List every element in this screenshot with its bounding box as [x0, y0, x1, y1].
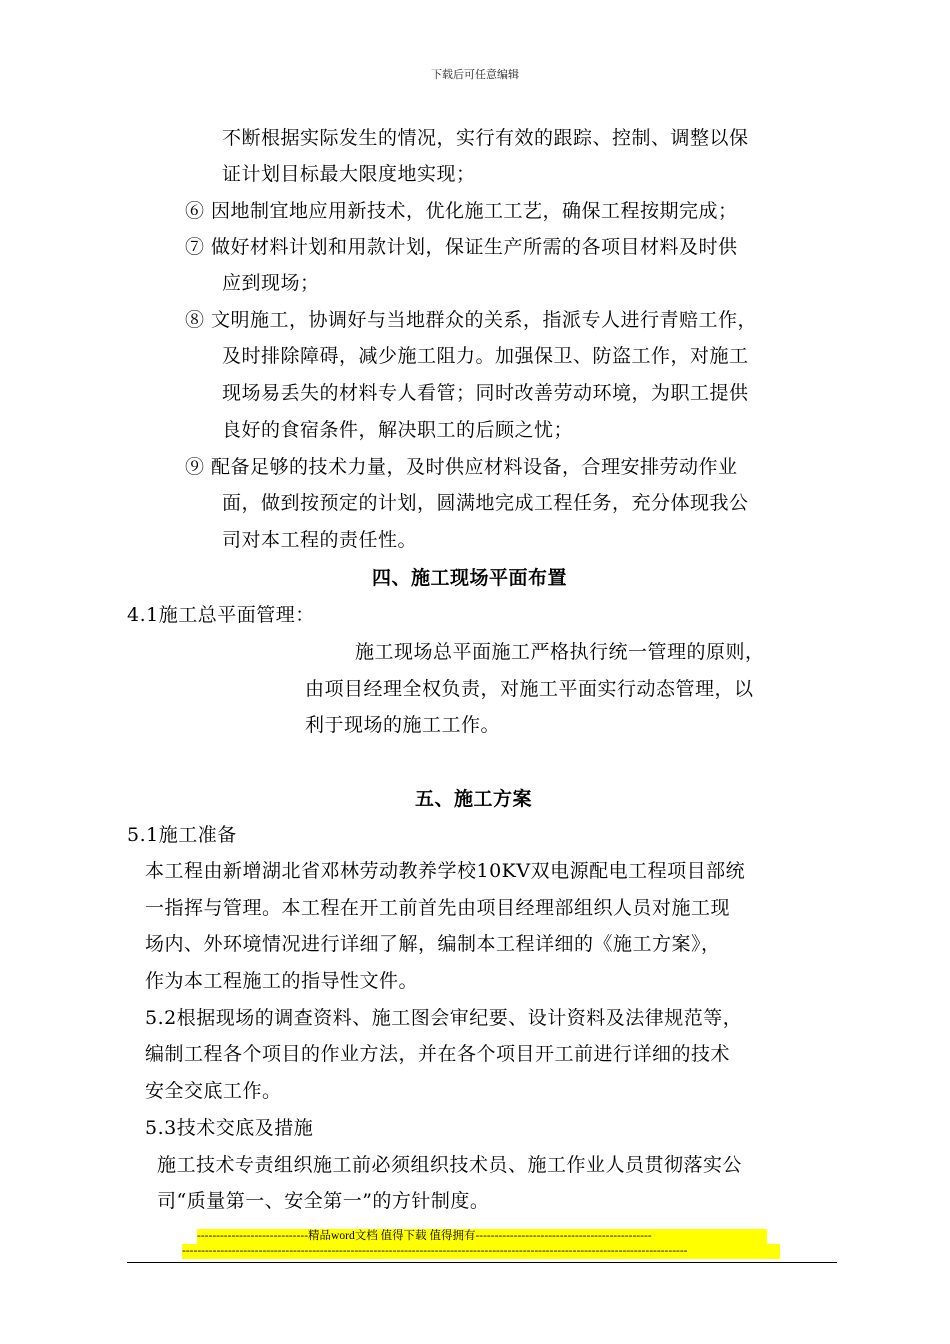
subsection-5-2: 5.2根据现场的调查资料、施工图会审纪要、设计资料及法律规范等， [145, 1007, 743, 1029]
subsection-5-1: 5.1施工准备 [127, 824, 237, 846]
paragraph-line: 良好的食宿条件，解决职工的后顾之忧； [222, 419, 574, 441]
paragraph-line: 作为本工程施工的指导性文件。 [145, 970, 419, 992]
page-bottom-rule [127, 1262, 837, 1263]
paragraph-line: 利于现场的施工工作。 [305, 714, 501, 736]
paragraph-line: 现场易丢失的材料专人看管；同时改善劳动环境，为职工提供 [222, 382, 749, 404]
section-heading-5: 五、施工方案 [415, 788, 533, 810]
paragraph-line: 本工程由新增湖北省邓林劳动教养学校10KV双电源配电工程项目部统 [145, 860, 746, 882]
paragraph-line: 编制工程各个项目的作业方法，并在各个项目开工前进行详细的技术 [145, 1043, 731, 1065]
paragraph-line: 施工技术专责组织施工前必须组织技术员、施工作业人员贯彻落实公 [157, 1154, 743, 1176]
paragraph-line: 司对本工程的责任性。 [222, 529, 418, 551]
list-item-9: ⑨ 配备足够的技术力量，及时供应材料设备，合理安排劳动作业 [185, 456, 738, 478]
paragraph-line: 安全交底工作。 [145, 1080, 282, 1102]
paragraph-line: 证计划目标最大限度地实现； [222, 163, 476, 185]
paragraph-line: 及时排除障碍，减少施工阻力。加强保卫、防盗工作，对施工 [222, 345, 749, 367]
list-item-6: ⑥ 因地制宜地应用新技术，优化施工工艺，确保工程按期完成； [185, 200, 738, 222]
paragraph-line: 司“质量第一、安全第一”的方针制度。 [157, 1190, 490, 1212]
list-item-8: ⑧ 文明施工，协调好与当地群众的关系，指派专人进行青赔工作， [185, 309, 758, 331]
paragraph-line: 施工现场总平面施工严格执行统一管理的原则， [355, 641, 765, 663]
subsection-4-1: 4.1施工总平面管理： [127, 604, 315, 626]
paragraph-line: 应到现场； [222, 272, 320, 294]
paragraph-line: 一指挥与管理。本工程在开工前首先由项目经理部组织人员对施工现 [145, 897, 731, 919]
paragraph-line: 面，做到按预定的计划，圆满地完成工程任务，充分体现我公 [222, 492, 749, 514]
section-heading-4: 四、施工现场平面布置 [372, 567, 568, 589]
subsection-5-3: 5.3技术交底及措施 [145, 1117, 314, 1139]
page-header: 下载后可任意编辑 [431, 68, 519, 81]
paragraph-line: 不断根据实际发生的情况，实行有效的跟踪、控制、调整以保 [222, 127, 749, 149]
paragraph-line: 场内、外环境情况进行详细了解，编制本工程详细的《施工方案》， [145, 933, 721, 955]
footer-banner-line-1: -----------------------------精品word文档 值得下载 值得拥有---------------------------------------------- [197, 1229, 767, 1244]
footer-banner-line-2: ------------------------------------------------------------------------------------------------------------------------------------ [182, 1244, 780, 1259]
list-item-7: ⑦ 做好材料计划和用款计划，保证生产所需的各项目材料及时供 [185, 236, 738, 258]
paragraph-line: 由项目经理全权负责，对施工平面实行动态管理，以 [305, 678, 754, 700]
